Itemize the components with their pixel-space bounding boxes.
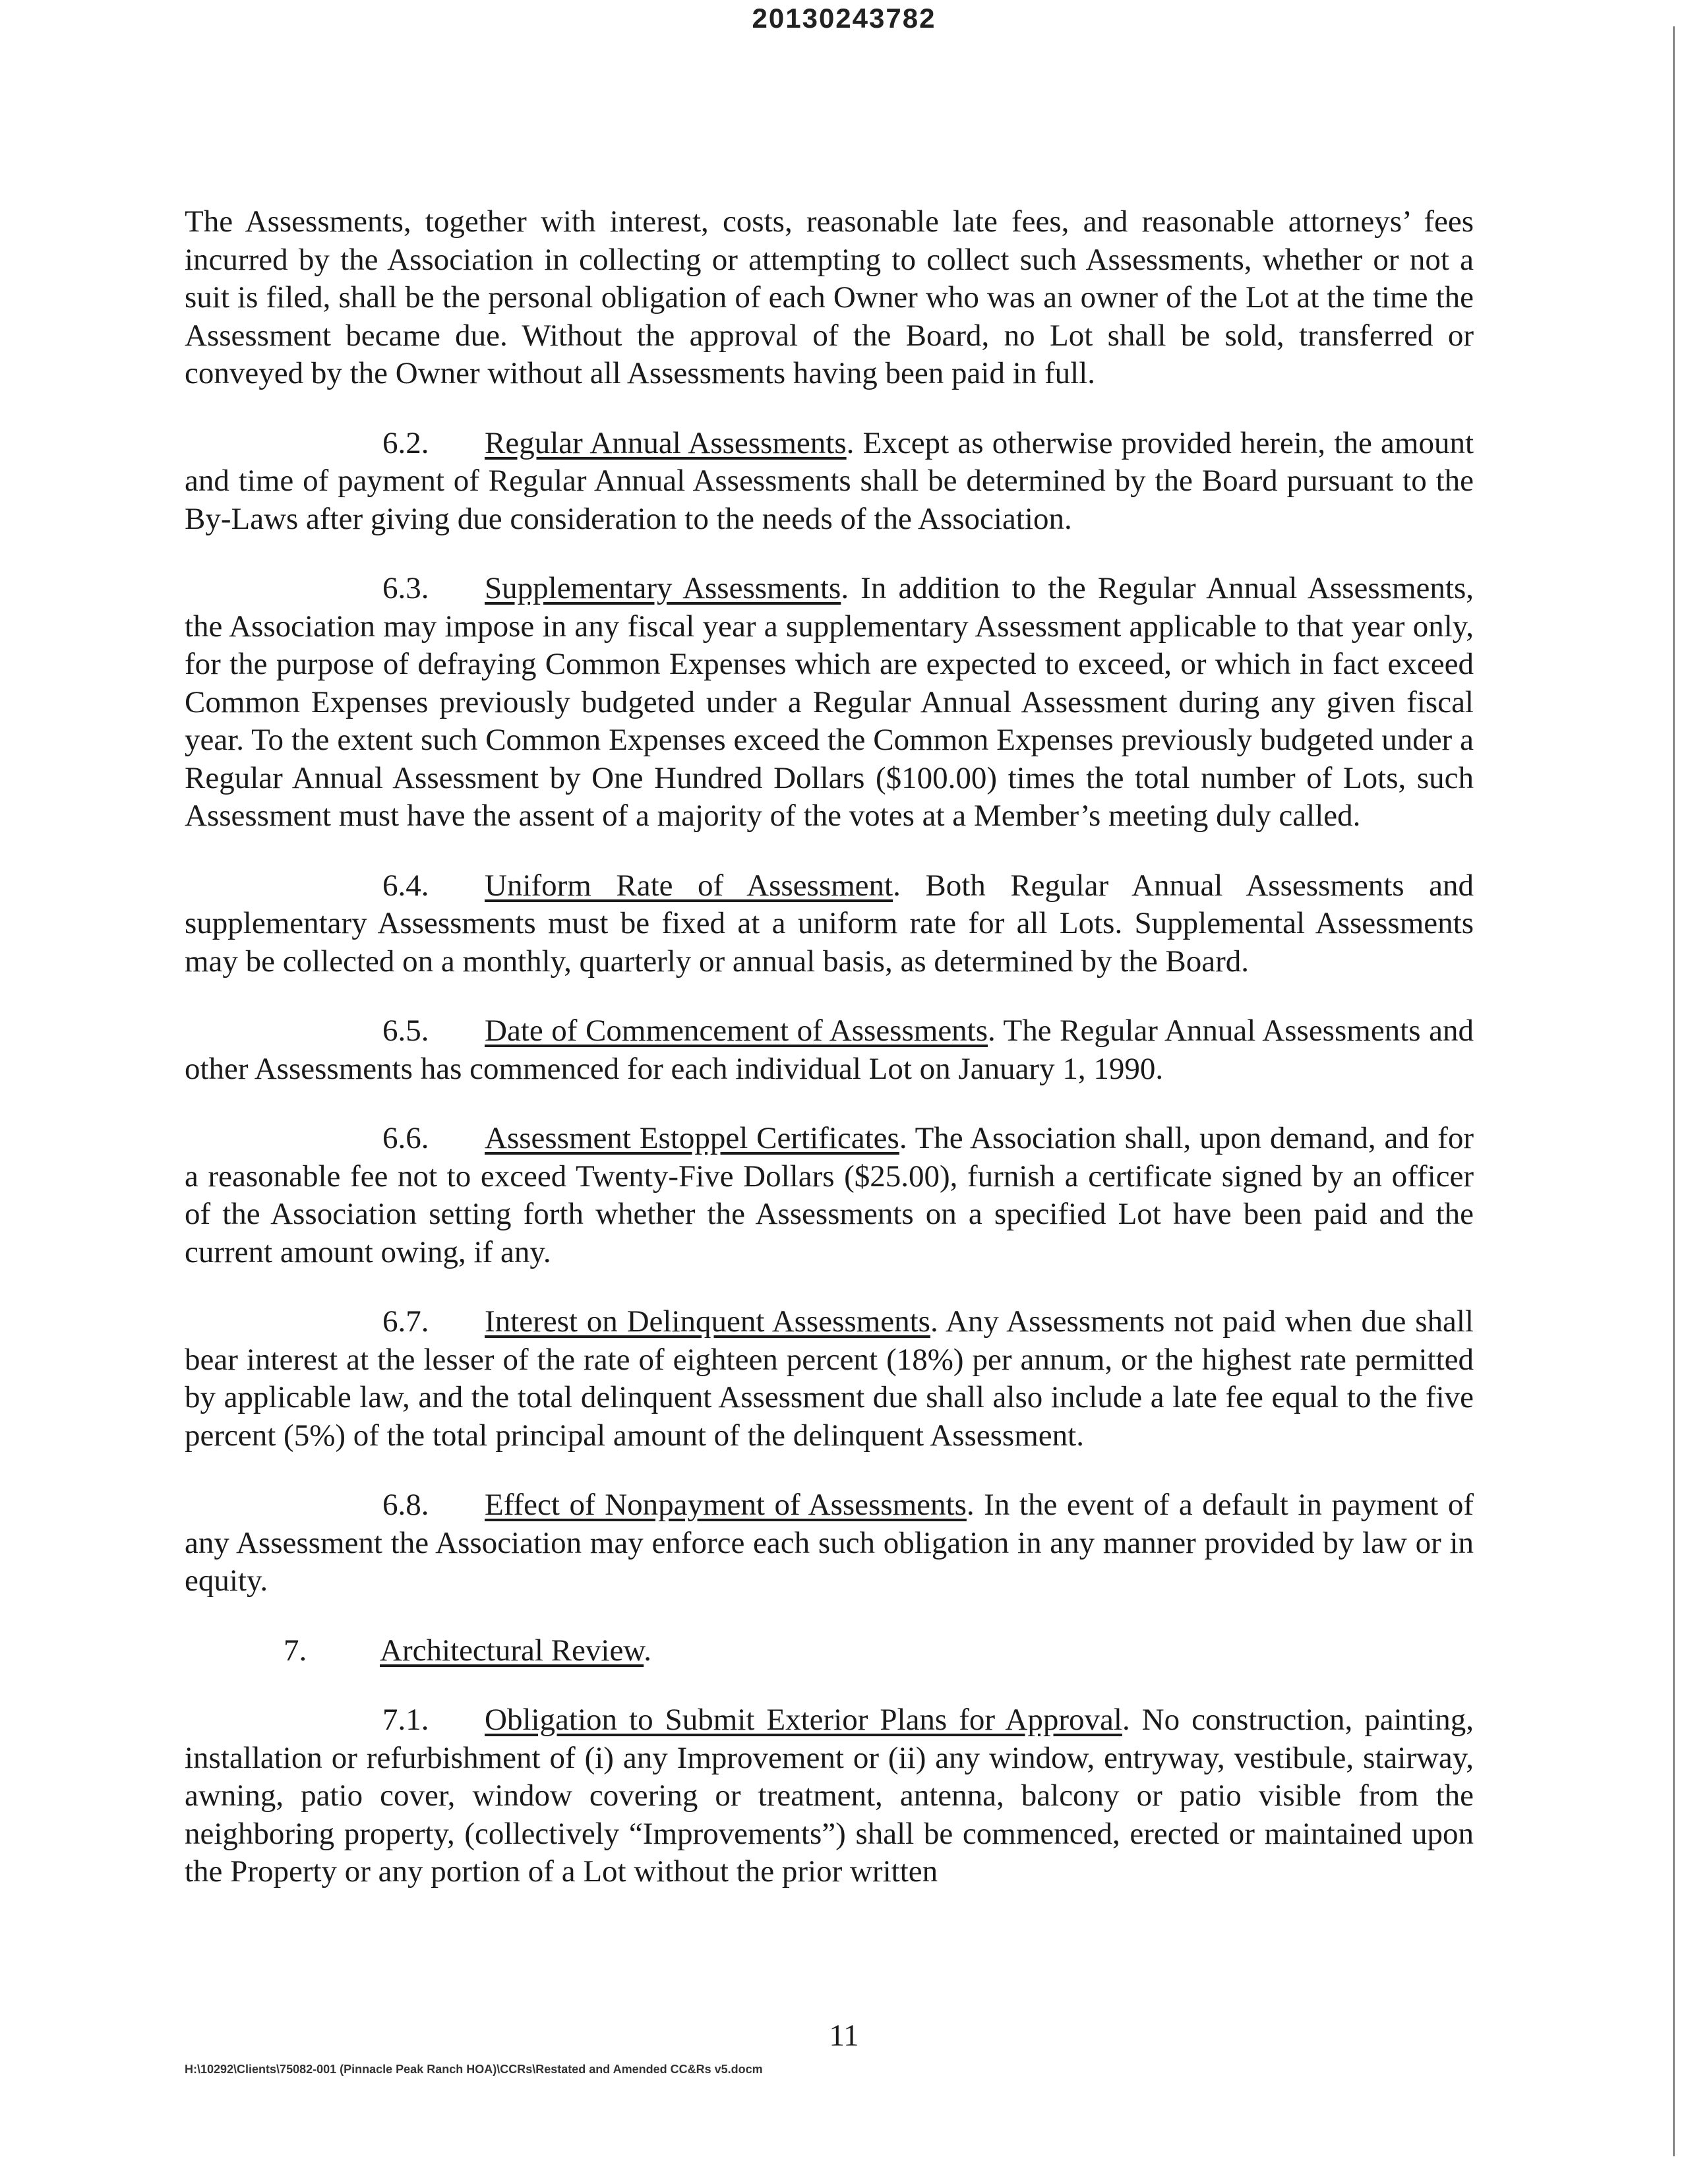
section-7-1: [185, 1701, 1474, 1891]
section-title: Regular Annual Assessments: [485, 425, 847, 460]
section-body: . No construction, painting, installation or refurbishment of (i) any Improvement or (ii) any window, entryway, vestibule, stairway, awning, patio cover, window covering or treatment, antenna, balcony or patio visible from the neighboring property, (collectively “Improvements”) shall be commenced, erected or maintained upon the Property or any portion of a Lot without the prior written: [185, 1703, 1474, 1889]
section-number: 6.8.: [382, 1488, 429, 1522]
section-body: . Except as otherwise provided herein, the amount and time of payment of Regular Annual Assessments shall be determined by the Board pursuant to the By-Laws after giving due consideration to the needs of the Association.: [185, 425, 1474, 536]
section-body: . The Regular Annual Assessments and other Assessments has commenced for each individual Lot on January 1, 1990.: [185, 1014, 1474, 1086]
section-title: Date of Commencement of Assessments: [485, 1014, 988, 1048]
section-title: Effect of Nonpayment of Assessments: [485, 1488, 967, 1522]
section-6-3: [185, 570, 1474, 835]
section-number: 6.2.: [382, 425, 429, 460]
section-body: . In the event of a default in payment of any Assessment the Association may enforce each such obligation in any manner provided by law or in equity.: [185, 1488, 1474, 1598]
section-number: 7.: [284, 1633, 307, 1668]
section-6-8: [185, 1486, 1474, 1600]
section-body: .: [644, 1633, 651, 1668]
paragraph-assessments-obligation: The Assessments, together with interest, costs, reasonable late fees, and reasonable attorneys’ fees incurred by the Association in collecting or attempting to collect such Assessments, whether or not a suit is filed, shall be the personal obligation of each Owner who was an owner of the Lot at the time the Assessment became due. Without the approval of the Board, no Lot shall be sold, transferred or conveyed by the Owner without all Assessments having been paid in full.: [185, 204, 1474, 390]
section-title: Interest on Delinquent Assessments: [485, 1304, 930, 1339]
section-title: Supplementary Assessments: [485, 571, 841, 605]
section-body: . Any Assessments not paid when due shall bear interest at the lesser of the rate of eighteen percent (18%) per annum, or the highest rate permitted by applicable law, and the total delinquent Assessment due shall also include a late fee equal to the five percent (5%) of the total principal amount of the delinquent Assessment.: [185, 1304, 1474, 1453]
section-title: Uniform Rate of Assessment: [485, 868, 893, 903]
section-number: 7.1.: [382, 1703, 429, 1737]
section-number: 6.3.: [382, 571, 429, 605]
page-edge-line: [1673, 26, 1675, 2156]
page-number: 11: [829, 2018, 859, 2053]
section-number: 6.4.: [382, 868, 429, 903]
section-6-5: [185, 1012, 1474, 1088]
section-6-6: [185, 1120, 1474, 1271]
section-number: 6.6.: [382, 1121, 429, 1155]
section-6-4: [185, 867, 1474, 981]
section-6-7: [185, 1303, 1474, 1455]
section-number: 6.7.: [382, 1304, 429, 1339]
document-number: 20130243782: [752, 3, 936, 34]
section-body: . The Association shall, upon demand, and for a reasonable fee not to exceed Twenty-Five Dollars ($25.00), furnish a certificate signed by an officer of the Association setting forth whether the Assessments on a specified Lot have been paid and the current amount owing, if any.: [185, 1121, 1474, 1269]
document-body: [185, 203, 1474, 1923]
section-6-2: [185, 425, 1474, 539]
section-title: Obligation to Submit Exterior Plans for Approval: [485, 1703, 1122, 1737]
section-title: Architectural Review: [380, 1633, 644, 1668]
section-body: . Both Regular Annual Assessments and supplementary Assessments must be fixed at a uniform rate for all Lots. Supplemental Assessments may be collected on a monthly, quarterly or annual basis, as determined by the Board.: [185, 868, 1474, 979]
section-body: . In addition to the Regular Annual Assessments, the Association may impose in any fiscal year a supplementary Assessment applicable to that year only, for the purpose of defraying Common Expenses which are expected to exceed, or which in fact exceed Common Expenses previously budgeted under a Regular Annual Assessment during any given fiscal year. To the extent such Common Expenses exceed the Common Expenses previously budgeted under a Regular Annual Assessment by One Hundred Dollars ($100.00) times the total number of Lots, such Assessment must have the assent of a majority of the votes at a Member’s meeting duly called.: [185, 571, 1474, 833]
section-title: Assessment Estoppel Certificates: [485, 1121, 899, 1155]
section-7-heading: [185, 1632, 1474, 1670]
footer-file-path: H:\10292\Clients\75082-001 (Pinnacle Peak Ranch HOA)\CCRs\Restated and Amended CC&Rs v5.docm: [185, 2063, 763, 2076]
section-number: 6.5.: [382, 1014, 429, 1048]
